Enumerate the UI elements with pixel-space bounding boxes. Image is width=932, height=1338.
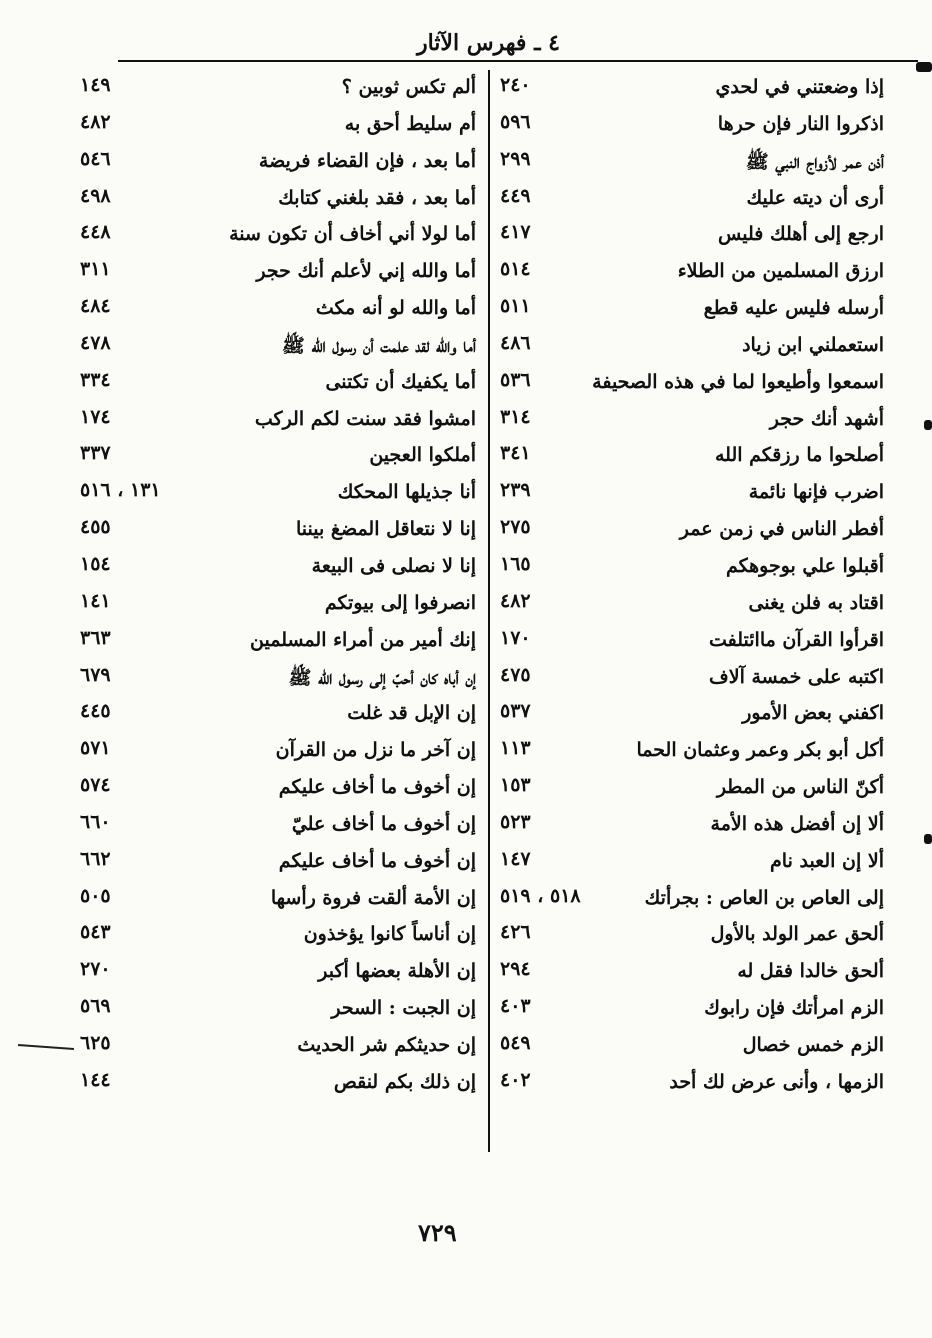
index-entry bbox=[494, 183, 890, 220]
entry-text: ألحق خالدا فقل له bbox=[737, 960, 884, 983]
entry-page-number: ٤٥٥ bbox=[80, 516, 111, 539]
entry-page-number: ٥٤٩ bbox=[500, 1031, 531, 1054]
entry-page-number: ٤٠٢ bbox=[500, 1068, 531, 1091]
index-entry bbox=[72, 514, 482, 551]
column-divider bbox=[488, 70, 490, 1152]
entry-page-number: ١٧٠ bbox=[500, 626, 531, 649]
entry-text: اذكروا النار فإن حرها bbox=[717, 112, 884, 135]
entry-page-number: ٦٦٢ bbox=[80, 847, 111, 870]
index-entry bbox=[494, 883, 890, 920]
index-entry bbox=[494, 662, 890, 699]
entry-text: الزم امرأتك فإن رابوك bbox=[704, 997, 884, 1020]
index-entry bbox=[494, 625, 890, 662]
entry-text: إن حديثكم شر الحديث bbox=[297, 1033, 476, 1056]
index-entry bbox=[72, 1030, 482, 1067]
index-entry bbox=[72, 330, 482, 367]
entry-page-number: ٥١١ bbox=[500, 295, 531, 318]
entry-text: أكنّ الناس من المطر bbox=[716, 776, 884, 799]
entry-text: إن الإبل قد غلت bbox=[347, 702, 476, 725]
entry-text: اكتبه على خمسة آلاف bbox=[709, 665, 884, 688]
index-entry bbox=[494, 772, 890, 809]
entry-page-number: ٤٤٩ bbox=[500, 184, 531, 207]
entry-page-number: ٥٢٣ bbox=[500, 810, 531, 833]
entry-text: أم سليط أحق به bbox=[344, 112, 476, 135]
entry-page-number: ٣٤١ bbox=[500, 442, 531, 465]
index-entry bbox=[494, 919, 890, 956]
entry-text: أصلحوا ما رزقكم الله bbox=[715, 444, 884, 467]
index-entry bbox=[494, 1067, 890, 1104]
entry-page-number: ٤٠٣ bbox=[500, 995, 531, 1018]
entry-page-number: ١٦٥ bbox=[500, 552, 531, 575]
index-entry bbox=[494, 735, 890, 772]
entry-text: إن ذلك بكم لنقص bbox=[333, 1070, 476, 1093]
entry-page-number: ١١٣ bbox=[500, 737, 531, 760]
entry-text: إن آخر ما نزل من القرآن bbox=[275, 739, 476, 762]
index-entry bbox=[494, 367, 890, 404]
entry-page-number: ١٧٤ bbox=[80, 405, 111, 428]
index-column-right bbox=[494, 72, 890, 1104]
entry-text: أما والله إني لأعلم أنك حجر bbox=[256, 260, 476, 283]
index-entry bbox=[494, 72, 890, 109]
entry-page-number: ٣٣٤ bbox=[80, 368, 111, 391]
index-entry bbox=[72, 256, 482, 293]
entry-page-number: ٤٨٢ bbox=[80, 110, 111, 133]
entry-page-number: ٢٩٩ bbox=[500, 147, 531, 170]
entry-text: إن أخوف ما أخاف عليكم bbox=[278, 776, 476, 799]
entry-text: أما والله لو أنه مكث bbox=[315, 297, 476, 320]
index-entry bbox=[72, 993, 482, 1030]
entry-text: إنا لا نتعاقل المضغ بيننا bbox=[295, 518, 476, 541]
entry-page-number: ٤٨٦ bbox=[500, 331, 531, 354]
entry-page-number: ١٤١ bbox=[80, 589, 111, 612]
entry-text: الزمها ، وأنى عرض لك أحد bbox=[669, 1070, 884, 1093]
index-entry bbox=[494, 956, 890, 993]
entry-text: أرى أن ديته عليك bbox=[746, 186, 884, 209]
entry-page-number: ١٤٧ bbox=[500, 847, 531, 870]
index-entry bbox=[72, 1067, 482, 1104]
index-entry bbox=[72, 183, 482, 220]
index-entry bbox=[72, 662, 482, 699]
entry-text: إن أخوف ما أخاف عليّ bbox=[291, 812, 476, 835]
entry-page-number: ٤٩٨ bbox=[80, 184, 111, 207]
entry-text: أما بعد ، فإن القضاء فريضة bbox=[258, 149, 476, 172]
entry-text: إن الجبت : السحر bbox=[331, 997, 476, 1020]
index-entry bbox=[72, 293, 482, 330]
entry-page-number: ٢٤٠ bbox=[500, 74, 531, 96]
index-entry bbox=[72, 956, 482, 993]
entry-page-number: ٥٤٦ bbox=[80, 147, 111, 170]
index-entry bbox=[72, 367, 482, 404]
entry-text: ألا إن العبد نام bbox=[770, 849, 884, 872]
entry-text: أشهد أنك حجر bbox=[769, 407, 884, 430]
index-entry bbox=[494, 514, 890, 551]
entry-page-number: ٢٩٤ bbox=[500, 958, 531, 981]
index-entry bbox=[494, 256, 890, 293]
entry-text: إن الأهلة بعضها أكبر bbox=[318, 960, 476, 983]
entry-page-number: ٤٢٦ bbox=[500, 921, 531, 944]
index-entry bbox=[72, 219, 482, 256]
index-entry bbox=[72, 477, 482, 514]
index-entry bbox=[494, 109, 890, 146]
margin-mark bbox=[924, 420, 932, 430]
index-entry bbox=[494, 146, 890, 183]
entry-page-number: ٤٨٤ bbox=[80, 295, 111, 318]
entry-text: ألا إن أفضل هذه الأمة bbox=[710, 812, 884, 835]
entry-page-number: ٥٠٥ bbox=[80, 884, 111, 907]
index-entry bbox=[494, 477, 890, 514]
entry-text: إن أناساً كانوا يؤخذون bbox=[303, 923, 476, 946]
entry-text: اسمعوا وأطيعوا لما في هذه الصحيفة bbox=[592, 370, 884, 393]
entry-text: اقرأوا القرآن ماائتلفت bbox=[708, 628, 884, 651]
margin-mark bbox=[916, 62, 932, 72]
entry-page-number: ٤٨٢ bbox=[500, 589, 531, 612]
index-entry bbox=[494, 588, 890, 625]
entry-page-number: ٣١٤ bbox=[500, 405, 531, 428]
entry-text: اقتاد به فلن يغنى bbox=[748, 591, 884, 614]
pen-mark bbox=[18, 1044, 74, 1050]
entry-text: أذن عمر لأزواج النبي ﷺ bbox=[745, 150, 884, 173]
index-entry bbox=[494, 698, 890, 735]
entry-text: أملكوا العجين bbox=[369, 444, 476, 467]
index-entry bbox=[72, 588, 482, 625]
index-entry bbox=[494, 551, 890, 588]
index-entry bbox=[72, 846, 482, 883]
entry-text: أما يكفيك أن تكتنى bbox=[325, 370, 476, 393]
entry-text: إن أخوف ما أخاف عليكم bbox=[278, 849, 476, 872]
entry-text: أما لولا أني أخاف أن تكون سنة bbox=[229, 223, 476, 246]
entry-page-number: ٣٦٣ bbox=[80, 626, 111, 649]
entry-text: أقبلوا علي بوجوهكم bbox=[726, 554, 884, 577]
entry-page-number: ٣١١ bbox=[80, 258, 111, 281]
index-entry bbox=[494, 219, 890, 256]
entry-page-number: ٥١٤ bbox=[500, 258, 531, 281]
index-entry bbox=[72, 404, 482, 441]
entry-page-number: ١٤٩ bbox=[80, 74, 111, 96]
index-entry bbox=[494, 440, 890, 477]
entry-text: إنا لا نصلى فى البيعة bbox=[311, 554, 476, 577]
entry-text: ألحق عمر الولد بالأول bbox=[710, 923, 884, 946]
entry-text: إلى العاص بن العاص : بجرأتك bbox=[644, 886, 884, 909]
entry-page-number: ٥٣٦ bbox=[500, 368, 531, 391]
entry-page-number: ١٥٣ bbox=[500, 774, 531, 797]
index-entry bbox=[494, 809, 890, 846]
entry-page-number: ٥٩٦ bbox=[500, 110, 531, 133]
entry-page-number: ٤٤٨ bbox=[80, 221, 111, 244]
entry-text: امشوا فقد سنت لكم الركب bbox=[254, 407, 476, 430]
index-entry bbox=[72, 551, 482, 588]
entry-page-number: ٦٦٠ bbox=[80, 810, 111, 833]
index-entry bbox=[72, 109, 482, 146]
entry-text: استعملني ابن زياد bbox=[742, 333, 884, 356]
entry-text: ارجع إلى أهلك فليس bbox=[718, 223, 884, 246]
entry-page-number: ٥٦٩ bbox=[80, 995, 111, 1018]
entry-text: اضرب فإنها نائمة bbox=[748, 481, 884, 504]
entry-text: إذا وضعتني في لحدي bbox=[715, 76, 884, 98]
entry-page-number: ٢٧٠ bbox=[80, 958, 111, 981]
index-entry bbox=[494, 846, 890, 883]
entry-text: إنك أمير من أمراء المسلمين bbox=[250, 628, 476, 651]
entry-page-number: ٥٧١ bbox=[80, 737, 111, 760]
entry-page-number: ٤١٧ bbox=[500, 221, 531, 244]
index-entry bbox=[494, 330, 890, 367]
entry-text: ألم تكس ثوبين ؟ bbox=[341, 76, 476, 98]
entry-text: أكل أبو بكر وعمر وعثمان الحما bbox=[636, 739, 884, 762]
entry-text: اكفني بعض الأمور bbox=[742, 702, 884, 725]
page-title: ٤ ـ فهرس الآثار bbox=[416, 30, 560, 56]
entry-page-number: ٢٣٩ bbox=[500, 479, 531, 502]
entry-page-number: ٦٧٩ bbox=[80, 663, 111, 686]
entry-page-number: ٣٣٧ bbox=[80, 442, 111, 465]
entry-page-number: ٤٤٥ bbox=[80, 700, 111, 723]
index-entry bbox=[72, 625, 482, 662]
entry-text: ارزق المسلمين من الطلاء bbox=[677, 260, 884, 283]
index-entry bbox=[72, 772, 482, 809]
entry-page-number: ٤٧٥ bbox=[500, 663, 531, 686]
entry-text: الزم خمس خصال bbox=[742, 1033, 884, 1056]
index-entry bbox=[494, 293, 890, 330]
index-entry bbox=[72, 735, 482, 772]
entry-text: أفطر الناس في زمن عمر bbox=[679, 518, 884, 541]
index-entry bbox=[72, 883, 482, 920]
index-entry bbox=[72, 809, 482, 846]
entry-page-number: ٢٧٥ bbox=[500, 516, 531, 539]
entry-text: أرسله فليس عليه قطع bbox=[703, 297, 884, 320]
index-column-left bbox=[72, 72, 482, 1104]
entry-page-number: ٤٧٨ bbox=[80, 331, 111, 354]
index-entry bbox=[72, 72, 482, 109]
index-entry bbox=[72, 919, 482, 956]
entry-text: أما والله لقد علمت أن رسول الله ﷺ bbox=[281, 334, 476, 357]
entry-page-number: ٥١٨ ، ٥١٩ bbox=[500, 884, 581, 907]
entry-text: أما بعد ، فقد بلغني كتابك bbox=[278, 186, 476, 209]
entry-page-number: ١٤٤ bbox=[80, 1068, 111, 1091]
entry-text: أنا جذيلها المحكك bbox=[337, 481, 476, 504]
index-entry bbox=[494, 1030, 890, 1067]
entry-text: انصرفوا إلى بيوتكم bbox=[324, 591, 476, 614]
entry-page-number: ١٥٤ bbox=[80, 552, 111, 575]
page-number: ٧٢٩ bbox=[418, 1218, 457, 1247]
entry-page-number: ٥٤٣ bbox=[80, 921, 111, 944]
index-entry bbox=[494, 993, 890, 1030]
margin-mark bbox=[924, 834, 932, 844]
page-header bbox=[118, 24, 918, 62]
index-entry bbox=[72, 440, 482, 477]
entry-text: إن الأمة ألقت فروة رأسها bbox=[270, 886, 476, 909]
entry-page-number: ٥٣٧ bbox=[500, 700, 531, 723]
entry-page-number: ١٣١ ، ٥١٦ bbox=[80, 479, 161, 502]
index-entry bbox=[494, 404, 890, 441]
entry-page-number: ٥٧٤ bbox=[80, 774, 111, 797]
index-entry bbox=[72, 698, 482, 735]
entry-page-number: ٦٢٥ bbox=[80, 1031, 111, 1054]
index-entry bbox=[72, 146, 482, 183]
entry-text: إن أباه كان أحبّ إلى رسول الله ﷺ bbox=[288, 666, 476, 689]
